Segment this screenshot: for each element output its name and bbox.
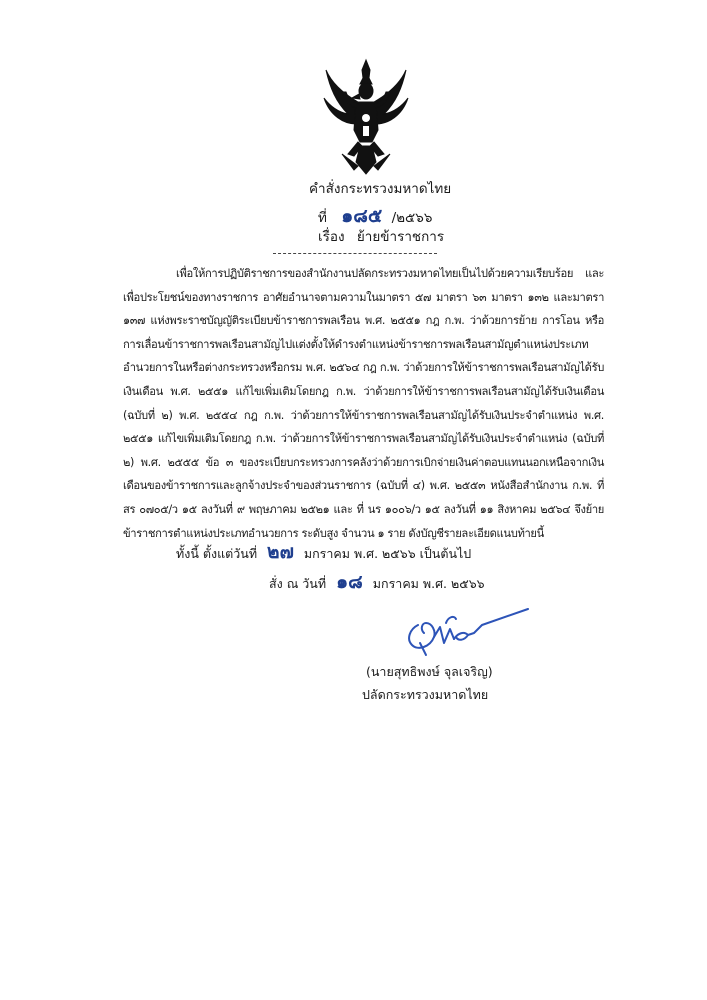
effective-date-line	[176, 537, 471, 567]
effective-suffix: มกราคม พ.ศ. ๒๕๖๖ เป็นต้นไป	[303, 546, 472, 561]
body-paragraph: เพื่อให้การปฏิบัติราชการของสำนักงานปลัดกระทรวงมหาดไทยเป็นไปด้วยความเรียบร้อย และเพื่อประโยชน์ของทางราชการ อาศัยอำนาจตามความในมาตรา ๕๗ มาตรา ๖๓ มาตรา ๑๓๒ และมาตรา ๑๓๗ แห่งพระราชบัญญัติระเบียบข้าราชการพลเรือน พ.ศ. ๒๕๕๑ กฎ ก.พ. ว่าด้วยการย้าย การโอน หรือการเลื่อนข้าราชการพลเรือนสามัญไปแต่งตั้งให้ดำรงตำแหน่งข้าราชการพลเรือนสามัญตำแหน่งประเภทอำนวยการในหรือต่างกระทรวงหรือกรม พ.ศ. ๒๕๖๔ กฎ ก.พ. ว่าด้วยการให้ข้าราชการพลเรือนสามัญได้รับเงินเดือน พ.ศ. ๒๕๕๑ แก้ไขเพิ่มเติมโดยกฎ ก.พ. ว่าด้วยการให้ข้าราชการพลเรือนสามัญได้รับเงินเดือน (ฉบับที่ ๒) พ.ศ. ๒๕๕๔ กฎ ก.พ. ว่าด้วยการให้ข้าราชการพลเรือนสามัญได้รับเงินประจำตำแหน่ง พ.ศ. ๒๕๕๑ แก้ไขเพิ่มเติมโดยกฎ ก.พ. ว่าด้วยการให้ข้าราชการพลเรือนสามัญได้รับเงินประจำตำแหน่ง (ฉบับที่ ๒) พ.ศ. ๒๕๕๕ ข้อ ๓ ของระเบียบกระทรวงการคลังว่าด้วยการเบิกจ่ายเงินค่าตอบแทนนอกเหนือจากเงินเดือนของข้าราชการและลูกจ้างประจำของส่วนราชการ (ฉบับที่ ๔) พ.ศ. ๒๕๕๓ หนังสือสำนักงาน ก.พ. ที่ สร ๐๗๐๕/ว ๑๕ ลงวันที่ ๙ พฤษภาคม ๒๕๒๑ และ ที่ นร ๑๐๐๖/ว ๑๕ ลงวันที่ ๑๑ สิงหาคม ๒๕๖๔ จึงย้ายข้าราชการตำแหน่งประเภทอำนวยการ ระดับสูง จำนวน ๑ ราย ดังบัญชีรายละเอียดแนบท้ายนี้	[123, 267, 604, 540]
effective-prefix: ทั้งนี้ ตั้งแต่วันที่	[176, 546, 258, 561]
subject-line	[318, 225, 444, 247]
signed-date-line	[269, 567, 485, 597]
signer-name: (นายสุทธิพงษ์ จุลเจริญ)	[366, 664, 493, 679]
signed-day: ๑๘	[336, 571, 363, 593]
signer-position: ปลัดกระทรวงมหาดไทย	[362, 687, 489, 702]
subject-text: ย้ายข้าราชการ	[356, 229, 445, 245]
signed-suffix: มกราคม พ.ศ. ๒๕๖๖	[372, 576, 485, 591]
order-year: /๒๕๖๖	[391, 210, 433, 226]
header-divider	[273, 253, 437, 254]
order-body	[123, 262, 604, 545]
order-number: ๑๘๕	[341, 205, 383, 227]
subject-label: เรื่อง	[318, 229, 345, 245]
order-number-label: ที่	[318, 210, 327, 226]
garuda-emblem	[318, 58, 414, 176]
signed-prefix: สั่ง ณ วันที่	[269, 576, 327, 591]
handwritten-signature	[398, 603, 533, 658]
effective-day: ๒๗	[267, 541, 294, 563]
order-title: คำสั่งกระทรวงมหาดไทย	[309, 181, 452, 197]
